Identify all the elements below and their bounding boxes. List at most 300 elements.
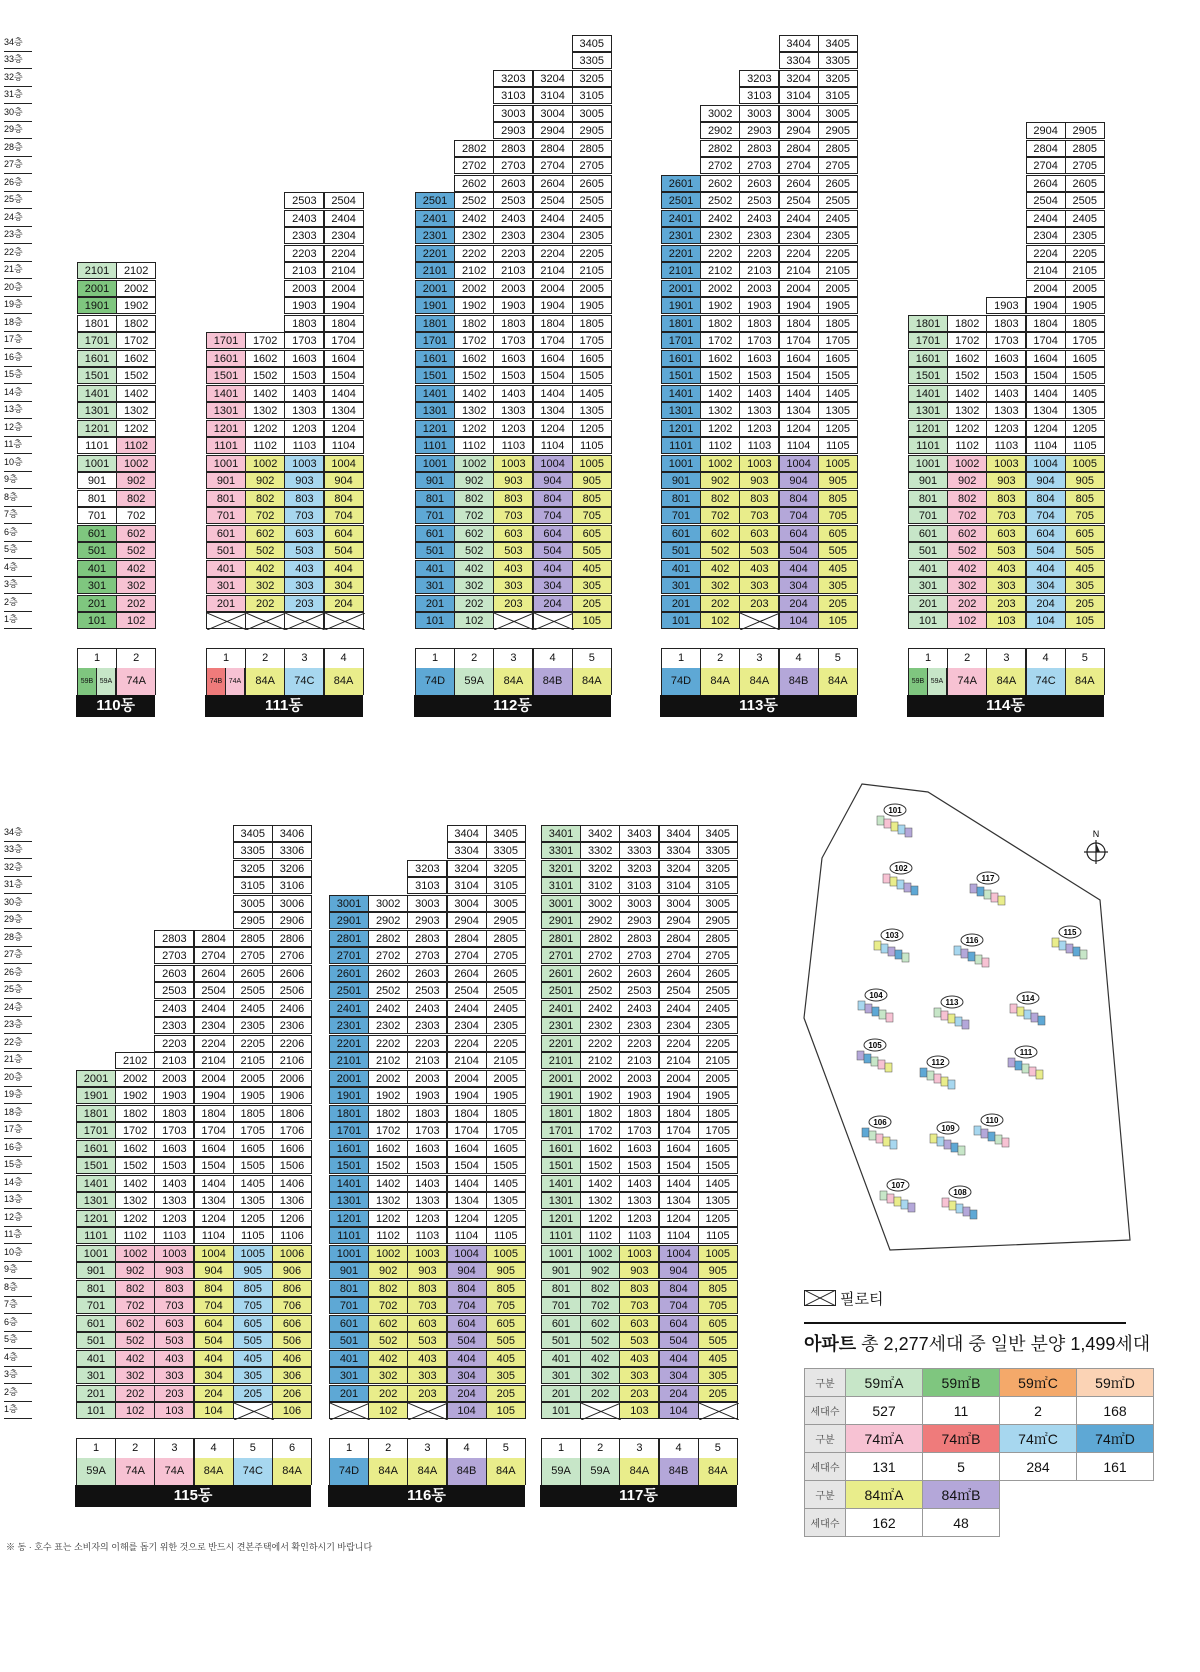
unit-cell[interactable]: 2803 [493,140,533,157]
unit-cell[interactable]: 1701 [415,332,455,349]
unit-cell[interactable]: 2002 [580,1070,620,1087]
unit-cell[interactable]: 1804 [194,1105,234,1122]
unit-cell[interactable]: 601 [329,1315,369,1332]
unit-cell[interactable]: 2804 [533,140,573,157]
unit-cell[interactable]: 1004 [447,1245,487,1262]
unit-cell[interactable]: 3405 [698,825,738,842]
unit-cell[interactable]: 606 [272,1315,312,1332]
unit-cell[interactable]: 1803 [154,1105,194,1122]
unit-cell[interactable]: 505 [818,542,858,559]
unit-cell[interactable]: 2104 [447,1052,487,1069]
unit-cell[interactable]: 502 [580,1332,620,1349]
unit-cell[interactable]: 2604 [779,175,819,192]
unit-cell[interactable]: 702 [368,1297,408,1314]
unit-cell[interactable]: 2203 [493,245,533,262]
unit-cell[interactable]: 2404 [659,1000,699,1017]
unit-cell[interactable]: 101 [541,1402,581,1419]
unit-cell[interactable]: 1904 [533,297,573,314]
unit-cell[interactable]: 302 [115,1367,155,1384]
unit-cell[interactable]: 101 [415,612,455,629]
unit-cell[interactable]: 301 [329,1367,369,1384]
unit-cell[interactable]: 1003 [284,455,324,472]
unit-cell[interactable]: 2704 [1026,157,1066,174]
unit-cell[interactable]: 902 [115,1262,155,1279]
unit-cell[interactable]: 304 [533,577,573,594]
unit-cell[interactable]: 1102 [368,1227,408,1244]
unit-cell[interactable]: 901 [908,472,948,489]
unit-cell[interactable]: 2201 [415,245,455,262]
unit-cell[interactable]: 504 [533,542,573,559]
unit-cell[interactable]: 3201 [541,860,581,877]
unit-cell[interactable]: 1504 [194,1157,234,1174]
unit-cell[interactable]: 803 [154,1280,194,1297]
unit-cell[interactable]: 3305 [572,52,612,69]
unit-cell[interactable]: 1004 [533,455,573,472]
unit-cell[interactable]: 2703 [619,947,659,964]
unit-cell[interactable]: 1501 [908,367,948,384]
unit-cell[interactable]: 1505 [698,1157,738,1174]
unit-cell[interactable]: 1604 [779,350,819,367]
unit-cell[interactable]: 804 [533,490,573,507]
unit-cell[interactable]: 503 [407,1332,447,1349]
unit-cell[interactable]: 1104 [194,1227,234,1244]
unit-cell[interactable]: 1801 [908,315,948,332]
unit-cell[interactable]: 2302 [700,227,740,244]
unit-cell[interactable]: 1301 [415,402,455,419]
unit-cell[interactable]: 2602 [700,175,740,192]
unit-cell[interactable]: 1304 [1026,402,1066,419]
unit-cell[interactable]: 3102 [580,877,620,894]
unit-cell[interactable]: 2003 [619,1070,659,1087]
unit-cell[interactable]: 1902 [368,1087,408,1104]
unit-cell[interactable]: 1305 [486,1192,526,1209]
unit-cell[interactable]: 1802 [947,315,987,332]
unit-cell[interactable]: 2804 [659,930,699,947]
unit-cell[interactable]: 1704 [659,1122,699,1139]
unit-cell[interactable]: 504 [659,1332,699,1349]
unit-cell[interactable]: 603 [154,1315,194,1332]
unit-cell[interactable]: 2304 [779,227,819,244]
unit-cell[interactable]: 1405 [572,385,612,402]
unit-cell[interactable]: 2402 [580,1000,620,1017]
unit-cell[interactable]: 201 [76,1385,116,1402]
unit-cell[interactable]: 2702 [368,947,408,964]
unit-cell[interactable]: 303 [407,1367,447,1384]
unit-cell[interactable]: 201 [206,595,246,612]
unit-cell[interactable]: 3302 [580,842,620,859]
unit-cell[interactable]: 1505 [1065,367,1105,384]
unit-cell[interactable]: 1403 [284,385,324,402]
unit-cell[interactable]: 505 [1065,542,1105,559]
unit-cell[interactable]: 1501 [206,367,246,384]
unit-cell[interactable]: 1402 [947,385,987,402]
unit-cell[interactable]: 1703 [986,332,1026,349]
unit-cell[interactable]: 1601 [541,1140,581,1157]
unit-cell[interactable]: 1403 [493,385,533,402]
unit-cell[interactable]: 1504 [779,367,819,384]
unit-cell[interactable]: 205 [486,1385,526,1402]
unit-cell[interactable]: 605 [698,1315,738,1332]
unit-cell[interactable]: 2702 [700,157,740,174]
unit-cell[interactable]: 1304 [659,1192,699,1209]
unit-cell[interactable]: 2903 [739,122,779,139]
unit-cell[interactable]: 2504 [324,192,364,209]
unit-cell[interactable]: 1005 [1065,455,1105,472]
unit-cell[interactable]: 2105 [572,262,612,279]
unit-cell[interactable]: 304 [324,577,364,594]
unit-cell[interactable]: 804 [324,490,364,507]
unit-cell[interactable]: 204 [324,595,364,612]
unit-cell[interactable]: 2703 [493,157,533,174]
unit-cell[interactable]: 3003 [619,895,659,912]
unit-cell[interactable]: 3104 [447,877,487,894]
unit-cell[interactable]: 2404 [779,210,819,227]
unit-cell[interactable]: 801 [206,490,246,507]
unit-cell[interactable]: 2503 [619,982,659,999]
unit-cell[interactable]: 205 [1065,595,1105,612]
unit-cell[interactable]: 501 [908,542,948,559]
unit-cell[interactable]: 2305 [486,1017,526,1034]
unit-cell[interactable]: 1205 [818,420,858,437]
unit-cell[interactable]: 1602 [115,1140,155,1157]
unit-cell[interactable]: 2004 [447,1070,487,1087]
unit-cell[interactable]: 1901 [541,1087,581,1104]
unit-cell[interactable]: 103 [619,1402,659,1419]
unit-cell[interactable]: 2302 [454,227,494,244]
unit-cell[interactable]: 904 [533,472,573,489]
unit-cell[interactable]: 2905 [572,122,612,139]
unit-cell[interactable]: 1304 [779,402,819,419]
unit-cell[interactable]: 1402 [700,385,740,402]
unit-cell[interactable]: 704 [1026,507,1066,524]
unit-cell[interactable]: 102 [116,612,156,629]
unit-cell[interactable]: 501 [206,542,246,559]
unit-cell[interactable]: 802 [115,1280,155,1297]
unit-cell[interactable]: 702 [700,507,740,524]
unit-cell[interactable]: 1803 [493,315,533,332]
unit-cell[interactable]: 2404 [533,210,573,227]
unit-cell[interactable]: 2503 [284,192,324,209]
unit-cell[interactable]: 1102 [116,437,156,454]
unit-cell[interactable]: 901 [77,472,117,489]
unit-cell[interactable]: 201 [77,595,117,612]
unit-cell[interactable]: 1605 [572,350,612,367]
unit-cell[interactable]: 504 [324,542,364,559]
unit-cell[interactable]: 2103 [284,262,324,279]
unit-cell[interactable]: 1203 [154,1210,194,1227]
unit-cell[interactable]: 1602 [700,350,740,367]
unit-cell[interactable]: 805 [818,490,858,507]
unit-cell[interactable]: 106 [272,1402,312,1419]
unit-cell[interactable]: 2101 [541,1052,581,1069]
unit-cell[interactable]: 1804 [659,1105,699,1122]
unit-cell[interactable]: 501 [415,542,455,559]
unit-cell[interactable]: 402 [700,560,740,577]
unit-cell[interactable]: 1603 [407,1140,447,1157]
unit-cell[interactable]: 2103 [493,262,533,279]
unit-cell[interactable]: 2202 [368,1035,408,1052]
unit-cell[interactable]: 105 [572,612,612,629]
unit-cell[interactable]: 2504 [659,982,699,999]
unit-cell[interactable]: 1301 [908,402,948,419]
unit-cell[interactable]: 1204 [447,1210,487,1227]
unit-cell[interactable]: 2304 [659,1017,699,1034]
unit-cell[interactable]: 1204 [533,420,573,437]
unit-cell[interactable]: 2101 [415,262,455,279]
unit-cell[interactable]: 2903 [493,122,533,139]
unit-cell[interactable]: 1001 [206,455,246,472]
unit-cell[interactable]: 3305 [818,52,858,69]
unit-cell[interactable]: 905 [818,472,858,489]
unit-cell[interactable]: 1802 [116,315,156,332]
unit-cell[interactable]: 1402 [454,385,494,402]
unit-cell[interactable]: 1902 [115,1087,155,1104]
unit-cell[interactable]: 2603 [619,965,659,982]
unit-cell[interactable]: 3004 [659,895,699,912]
unit-cell[interactable]: 2204 [194,1035,234,1052]
unit-cell[interactable]: 803 [986,490,1026,507]
unit-cell[interactable]: 304 [779,577,819,594]
unit-cell[interactable]: 2205 [698,1035,738,1052]
unit-cell[interactable]: 401 [541,1350,581,1367]
unit-cell[interactable]: 1501 [329,1157,369,1174]
unit-cell[interactable]: 1004 [194,1245,234,1262]
unit-cell[interactable]: 1904 [324,297,364,314]
unit-cell[interactable]: 701 [415,507,455,524]
unit-cell[interactable]: 2802 [454,140,494,157]
unit-cell[interactable]: 1201 [77,420,117,437]
unit-cell[interactable]: 1102 [947,437,987,454]
unit-cell[interactable]: 2801 [329,930,369,947]
unit-cell[interactable]: 701 [541,1297,581,1314]
unit-cell[interactable]: 1301 [76,1192,116,1209]
unit-cell[interactable]: 2401 [541,1000,581,1017]
unit-cell[interactable]: 2806 [272,930,312,947]
unit-cell[interactable]: 3405 [572,35,612,52]
unit-cell[interactable]: 2401 [415,210,455,227]
unit-cell[interactable]: 1202 [580,1210,620,1227]
unit-cell[interactable]: 1205 [698,1210,738,1227]
unit-cell[interactable]: 1402 [580,1175,620,1192]
unit-cell[interactable]: 1102 [115,1227,155,1244]
unit-cell[interactable]: 803 [407,1280,447,1297]
unit-cell[interactable]: 3004 [533,105,573,122]
unit-cell[interactable]: 1205 [572,420,612,437]
unit-cell[interactable]: 1404 [659,1175,699,1192]
unit-cell[interactable]: 1105 [1065,437,1105,454]
unit-cell[interactable]: 1701 [541,1122,581,1139]
unit-cell[interactable]: 1504 [447,1157,487,1174]
unit-cell[interactable]: 2103 [619,1052,659,1069]
unit-cell[interactable]: 202 [116,595,156,612]
unit-cell[interactable]: 3005 [698,895,738,912]
unit-cell[interactable]: 3405 [818,35,858,52]
unit-cell[interactable]: 903 [619,1262,659,1279]
unit-cell[interactable]: 1402 [245,385,285,402]
unit-cell[interactable]: 3401 [541,825,581,842]
unit-cell[interactable]: 1904 [447,1087,487,1104]
unit-cell[interactable]: 2403 [739,210,779,227]
unit-cell[interactable]: 704 [324,507,364,524]
unit-cell[interactable]: 2004 [194,1070,234,1087]
unit-cell[interactable]: 401 [77,560,117,577]
unit-cell[interactable]: 3402 [580,825,620,842]
unit-cell[interactable]: 402 [947,560,987,577]
unit-cell[interactable]: 302 [245,577,285,594]
unit-cell[interactable]: 901 [541,1262,581,1279]
unit-cell[interactable]: 2004 [659,1070,699,1087]
unit-cell[interactable]: 2405 [698,1000,738,1017]
unit-cell[interactable]: 703 [739,507,779,524]
unit-cell[interactable]: 903 [284,472,324,489]
unit-cell[interactable]: 3306 [272,842,312,859]
unit-cell[interactable]: 2005 [233,1070,273,1087]
unit-cell[interactable]: 2403 [493,210,533,227]
unit-cell[interactable]: 1802 [368,1105,408,1122]
unit-cell[interactable]: 602 [115,1315,155,1332]
unit-cell[interactable]: 2205 [486,1035,526,1052]
unit-cell[interactable]: 2804 [447,930,487,947]
unit-cell[interactable]: 1401 [661,385,701,402]
unit-cell[interactable]: 1802 [700,315,740,332]
unit-cell[interactable]: 302 [580,1367,620,1384]
unit-cell[interactable]: 605 [818,525,858,542]
unit-cell[interactable]: 1404 [447,1175,487,1192]
unit-cell[interactable]: 404 [324,560,364,577]
unit-cell[interactable]: 2105 [233,1052,273,1069]
unit-cell[interactable]: 1501 [541,1157,581,1174]
unit-cell[interactable]: 303 [986,577,1026,594]
unit-cell[interactable]: 2604 [533,175,573,192]
unit-cell[interactable]: 1903 [619,1087,659,1104]
unit-cell[interactable]: 306 [272,1367,312,1384]
unit-cell[interactable]: 1106 [272,1227,312,1244]
unit-cell[interactable]: 1603 [739,350,779,367]
unit-cell[interactable]: 1403 [986,385,1026,402]
unit-cell[interactable]: 1002 [947,455,987,472]
unit-cell[interactable]: 1804 [1026,315,1066,332]
unit-cell[interactable]: 1706 [272,1122,312,1139]
unit-cell[interactable]: 2701 [541,947,581,964]
unit-cell[interactable]: 405 [486,1350,526,1367]
unit-cell[interactable]: 904 [324,472,364,489]
unit-cell[interactable]: 1303 [154,1192,194,1209]
unit-cell[interactable]: 1201 [76,1210,116,1227]
unit-cell[interactable]: 2301 [541,1017,581,1034]
unit-cell[interactable]: 1601 [206,350,246,367]
unit-cell[interactable]: 2204 [779,245,819,262]
unit-cell[interactable]: 1003 [493,455,533,472]
unit-cell[interactable]: 401 [908,560,948,577]
unit-cell[interactable]: 1204 [779,420,819,437]
unit-cell[interactable]: 2101 [329,1052,369,1069]
unit-cell[interactable]: 303 [619,1367,659,1384]
unit-cell[interactable]: 204 [779,595,819,612]
unit-cell[interactable]: 703 [493,507,533,524]
unit-cell[interactable]: 2504 [533,192,573,209]
unit-cell[interactable]: 2705 [1065,157,1105,174]
unit-cell[interactable]: 1801 [415,315,455,332]
unit-cell[interactable]: 1402 [115,1175,155,1192]
unit-cell[interactable]: 3404 [659,825,699,842]
unit-cell[interactable]: 1001 [541,1245,581,1262]
unit-cell[interactable]: 3101 [541,877,581,894]
unit-cell[interactable]: 1305 [572,402,612,419]
unit-cell[interactable]: 604 [1026,525,1066,542]
unit-cell[interactable]: 1901 [76,1087,116,1104]
unit-cell[interactable]: 304 [1026,577,1066,594]
unit-cell[interactable]: 1802 [580,1105,620,1122]
unit-cell[interactable]: 1205 [486,1210,526,1227]
unit-cell[interactable]: 1704 [779,332,819,349]
unit-cell[interactable]: 603 [407,1315,447,1332]
unit-cell[interactable]: 506 [272,1332,312,1349]
unit-cell[interactable]: 1102 [245,437,285,454]
unit-cell[interactable]: 1401 [541,1175,581,1192]
unit-cell[interactable]: 2903 [619,912,659,929]
unit-cell[interactable]: 1103 [284,437,324,454]
unit-cell[interactable]: 1001 [329,1245,369,1262]
unit-cell[interactable]: 1305 [1065,402,1105,419]
unit-cell[interactable]: 2105 [486,1052,526,1069]
unit-cell[interactable]: 302 [368,1367,408,1384]
unit-cell[interactable]: 3205 [233,860,273,877]
unit-cell[interactable]: 2905 [1065,122,1105,139]
unit-cell[interactable]: 1105 [233,1227,273,1244]
unit-cell[interactable]: 2501 [329,982,369,999]
unit-cell[interactable]: 1604 [194,1140,234,1157]
unit-cell[interactable]: 801 [908,490,948,507]
unit-cell[interactable]: 1404 [779,385,819,402]
unit-cell[interactable]: 1604 [1026,350,1066,367]
unit-cell[interactable]: 906 [272,1262,312,1279]
unit-cell[interactable]: 1001 [77,455,117,472]
unit-cell[interactable]: 1202 [116,420,156,437]
unit-cell[interactable]: 3305 [698,842,738,859]
unit-cell[interactable]: 1401 [77,385,117,402]
unit-cell[interactable]: 902 [700,472,740,489]
unit-cell[interactable]: 2405 [572,210,612,227]
unit-cell[interactable]: 303 [739,577,779,594]
unit-cell[interactable]: 1404 [194,1175,234,1192]
unit-cell[interactable]: 504 [1026,542,1066,559]
unit-cell[interactable]: 902 [454,472,494,489]
unit-cell[interactable]: 1101 [661,437,701,454]
unit-cell[interactable]: 1002 [116,455,156,472]
unit-cell[interactable]: 2003 [154,1070,194,1087]
unit-cell[interactable]: 1403 [619,1175,659,1192]
unit-cell[interactable]: 705 [1065,507,1105,524]
unit-cell[interactable]: 104 [659,1402,699,1419]
unit-cell[interactable]: 1602 [454,350,494,367]
unit-cell[interactable]: 3205 [486,860,526,877]
unit-cell[interactable]: 901 [76,1262,116,1279]
unit-cell[interactable]: 605 [233,1315,273,1332]
unit-cell[interactable]: 701 [77,507,117,524]
unit-cell[interactable]: 101 [76,1402,116,1419]
unit-cell[interactable]: 1201 [661,420,701,437]
unit-cell[interactable]: 1503 [493,367,533,384]
unit-cell[interactable]: 302 [947,577,987,594]
unit-cell[interactable]: 1702 [454,332,494,349]
unit-cell[interactable]: 1704 [194,1122,234,1139]
unit-cell[interactable]: 3205 [818,70,858,87]
unit-cell[interactable]: 1703 [154,1122,194,1139]
unit-cell[interactable]: 1104 [324,437,364,454]
unit-cell[interactable]: 902 [116,472,156,489]
unit-cell[interactable]: 2903 [407,912,447,929]
unit-cell[interactable]: 1304 [194,1192,234,1209]
